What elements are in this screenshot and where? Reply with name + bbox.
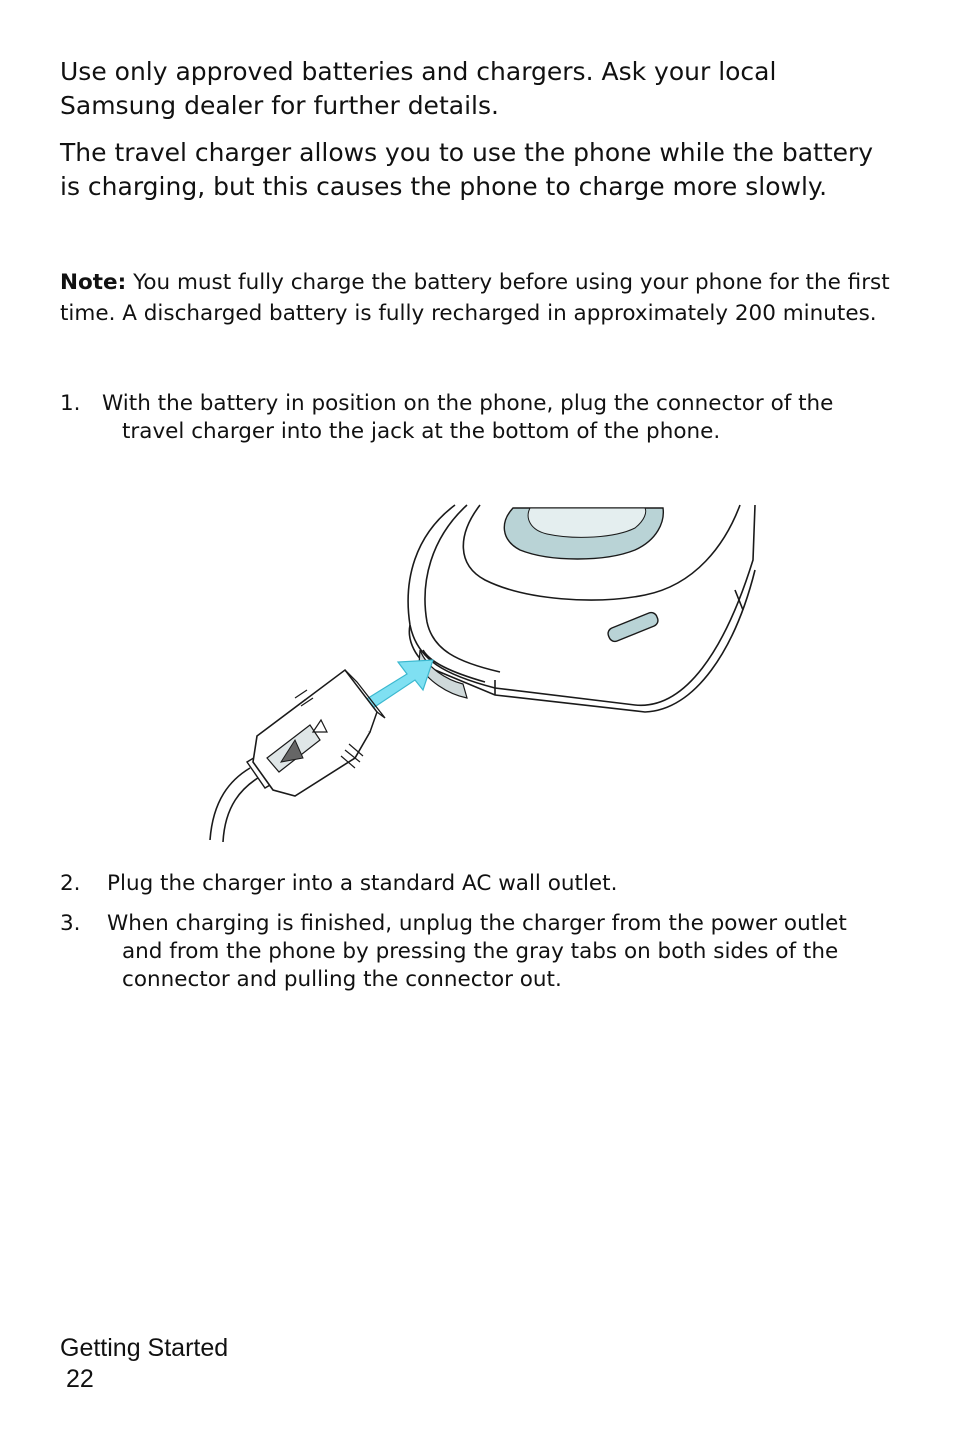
note-paragraph xyxy=(60,267,890,329)
paragraph-approved-batteries: Use only approved batteries and chargers. Ask your local Samsung dealer for further details. xyxy=(60,57,777,120)
step-item xyxy=(60,390,860,446)
charger-connection-illustration xyxy=(195,500,765,845)
insert-arrow-icon xyxy=(365,660,433,708)
step-text: With the battery in position on the phone, plug the connector of the travel charger into the jack at the bottom of the phone. xyxy=(102,391,834,444)
step-text: When charging is finished, unplug the charger from the power outlet and from the phone by pressing the gray tabs on both sides of the connector and pulling the connector out. xyxy=(107,911,847,992)
note-text: You must fully charge the battery before using your phone for the first time. A discharged battery is fully recharged in approximately 200 minutes. xyxy=(60,270,890,326)
step-number: 2. xyxy=(60,871,81,896)
note-label: Note: xyxy=(60,270,127,295)
page-footer xyxy=(60,1333,228,1395)
step-text: Plug the charger into a standard AC wall outlet. xyxy=(107,871,618,896)
page-number: 22 xyxy=(66,1365,94,1393)
step-number: 3. xyxy=(60,911,81,936)
step-number: 1. xyxy=(60,391,81,416)
paragraph-travel-charger: The travel charger allows you to use the phone while the battery is charging, but this causes the phone to charge more slowly. xyxy=(60,138,874,201)
charger-connector xyxy=(210,670,385,842)
footer-section-title: Getting Started xyxy=(60,1334,229,1362)
step-item xyxy=(60,870,860,898)
step-item xyxy=(60,910,860,994)
